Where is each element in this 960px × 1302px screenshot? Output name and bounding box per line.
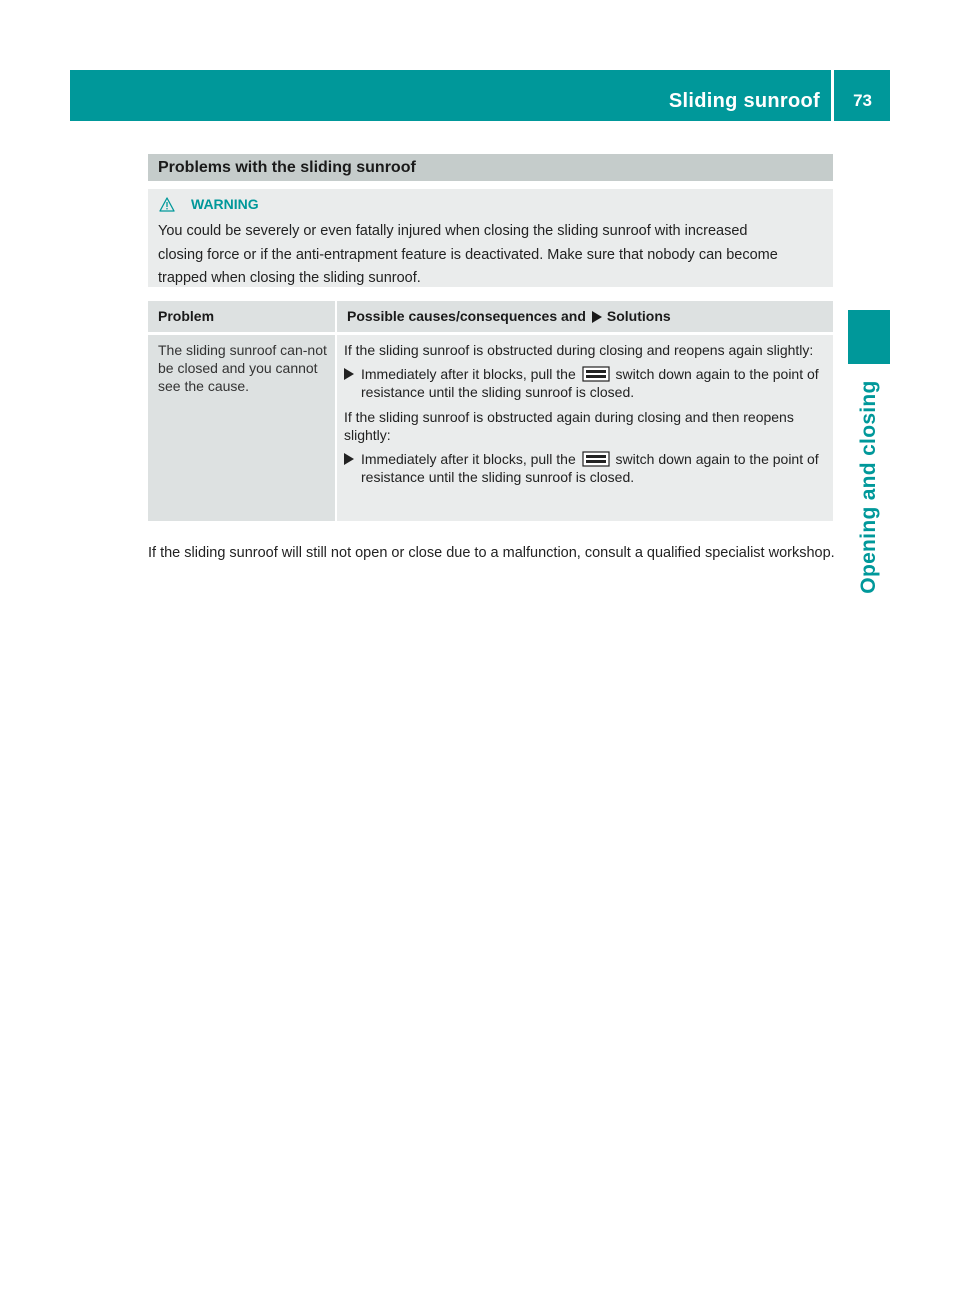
- footer-paragraph: If the sliding sunroof will still not open or close due to a malfunction, consult a qualified specialist workshop.: [148, 545, 835, 561]
- chapter-tab-marker: [848, 310, 890, 364]
- step-text: [361, 450, 827, 486]
- warning-text: [158, 220, 825, 291]
- solution-cell: [335, 335, 833, 521]
- page-number: 73: [853, 91, 872, 110]
- troubleshooting-table: [148, 301, 833, 521]
- step-text: [361, 365, 827, 401]
- warning-label: WARNING: [191, 196, 259, 212]
- warning-line: closing force or if the anti-entrapment feature is deactivated. Make sure that nobody can become: [158, 246, 778, 263]
- column-header-solution: [335, 301, 833, 332]
- problem-cell: The sliding sunroof can-not be closed and you cannot see the cause.: [148, 335, 335, 521]
- warning-box: [148, 189, 833, 287]
- sunroof-switch-icon: [582, 366, 610, 382]
- action-arrow-icon: [344, 453, 354, 465]
- step-text-after: switch down again to the point of resistance until the sliding sunroof is closed.: [361, 366, 819, 400]
- header-divider: [831, 70, 834, 121]
- page-header: [70, 70, 890, 121]
- section-heading: Problems with the sliding sunroof: [148, 154, 833, 181]
- warning-triangle-icon: [159, 197, 175, 212]
- cause-text: If the sliding sunroof is obstructed again during closing and then reopens slightly:: [344, 409, 794, 443]
- warning-line: trapped when closing the sliding sunroof.: [158, 270, 421, 286]
- step-text-before: Immediately after it blocks, pull the: [361, 366, 576, 382]
- solution-step: [344, 450, 827, 486]
- cause-text: If the sliding sunroof is obstructed during closing and reopens again slightly:: [344, 342, 814, 358]
- chapter-label: Opening and closing: [857, 380, 880, 594]
- solution-step: [344, 365, 827, 401]
- column-header-problem: Problem: [158, 308, 215, 324]
- warning-line: You could be severely or even fatally injured when closing the sliding sunroof with increased: [158, 223, 748, 239]
- column-header-solution-text: Possible causes/consequences and: [347, 308, 586, 324]
- step-text-after: switch down again to the point of resistance until the sliding sunroof is closed.: [361, 451, 819, 485]
- sunroof-switch-icon: [582, 451, 610, 467]
- step-text-before: Immediately after it blocks, pull the: [361, 451, 576, 467]
- action-arrow-icon: [344, 368, 354, 380]
- column-header-solutions-text: Solutions: [606, 308, 671, 324]
- table-row: [148, 335, 833, 521]
- action-arrow-icon: [591, 311, 602, 323]
- warning-header: [158, 194, 825, 214]
- table-header: [148, 301, 833, 335]
- header-title: Sliding sunroof: [668, 90, 820, 112]
